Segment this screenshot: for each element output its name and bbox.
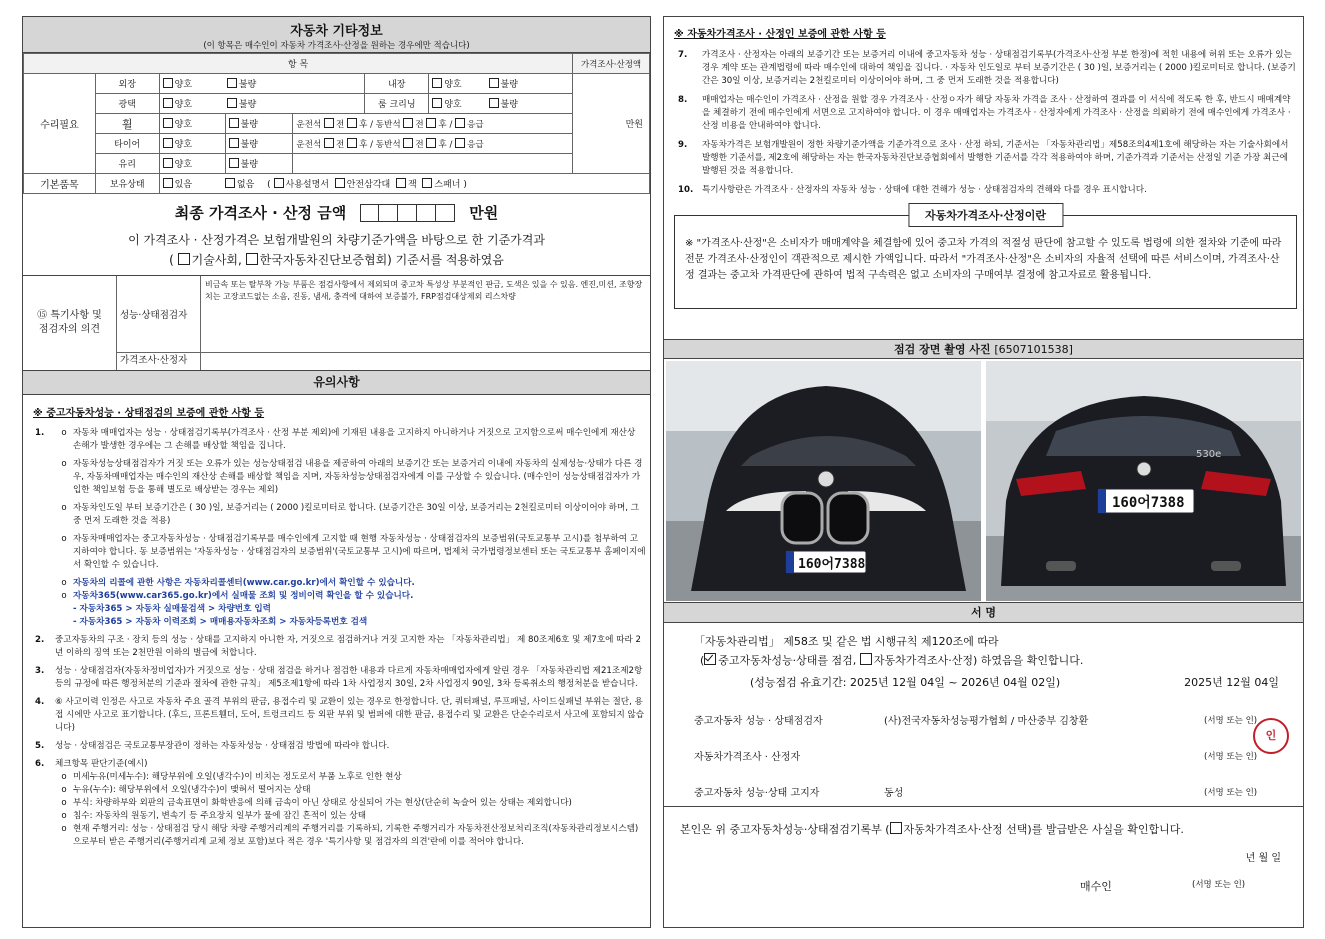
special-section — [23, 276, 650, 371]
opt-label: 응급 — [467, 139, 484, 150]
row-polish: 광택 — [95, 94, 159, 114]
wheel-good-checkbox[interactable] — [163, 118, 173, 128]
item1-g: - 자동차365 > 자동차 실매물검색 > 차량번호 입력 — [73, 604, 271, 614]
opt-label: 양호 — [174, 80, 193, 90]
polish-good-checkbox[interactable] — [163, 98, 173, 108]
other-info-subtitle: (이 항목은 매수인이 자동차 가격조사·산정을 원하는 경우에만 적습니다) — [203, 41, 470, 51]
item6-a: 미세누유(미세누수): 해당부위에 오일(냉각수)이 비치는 정도로서 부품 노후로 인한 현상 — [73, 772, 402, 782]
price-guarantee-title: ※ 자동차가격조사 · 산정인 보증에 관한 사항 등 — [674, 29, 886, 40]
item1-e: 자동차의 리콜에 관한 사항은 자동차리콜센터(www.car.go.kr)에서 확인할 수 있습니다. — [73, 578, 415, 588]
row-room-cleaning: 룸 크리닝 — [365, 94, 429, 114]
special-label-2: 점검자의 의견 — [38, 324, 101, 335]
opt-label: 불량 — [240, 140, 258, 150]
driver-label: 운전석 — [296, 139, 322, 150]
col-item-header: 항 목 — [24, 54, 573, 74]
opt-label: 후 — [359, 119, 368, 130]
photos-code: [6507101538] — [994, 343, 1073, 356]
item6-d: 침수: 자동차의 원동기, 변속기 등 주요장치 일부가 물에 잠긴 흔적이 있는 상태 — [73, 811, 367, 821]
inspection-opinion-label: 성능·상태점검자 — [117, 276, 201, 352]
polish-bad-checkbox[interactable] — [227, 98, 237, 108]
price-opinion-label: 가격조사·산정자 — [117, 353, 201, 370]
wheel-pass-rear-checkbox[interactable] — [426, 118, 436, 128]
final-line1: 이 가격조사 · 산정가격은 보험개발원의 차량기준가액을 바탕으로 한 기준가격과 — [128, 233, 545, 247]
item4: ⑥ 사고이력 인정은 사고로 자동차 주요 골격 부위의 판금, 용접수리 및 교환이 있는 경우로 한정합니다. 단, 쿼터패널, 루프패널, 사이드실패널 부위는 절단, 용접 시에만 사고로 표기합니다. (후드, 프론트휀더, 도어, 트렁크리드 등 외판 부위 및 범퍼에 대한 판금, 용접수리 및 교환은 단순수리로서 사고에 포함되지 않습니다) — [55, 697, 645, 733]
opt-label: 양호 — [174, 140, 193, 150]
inspector-sign: (서명 또는 인) — [1204, 715, 1258, 726]
wheel-driver-front-checkbox[interactable] — [324, 118, 334, 128]
triangle-checkbox[interactable] — [335, 178, 345, 188]
room-bad-checkbox[interactable] — [489, 98, 499, 108]
sig-date: 2025년 12월 04일 — [1184, 676, 1279, 689]
spanner-checkbox[interactable] — [422, 178, 432, 188]
passenger-label: 동반석 — [375, 119, 401, 130]
price-check-checkbox[interactable] — [860, 653, 872, 665]
tire-driver-rear-checkbox[interactable] — [347, 138, 357, 148]
model-badge: 530e — [1196, 449, 1222, 460]
opt-label: 전 — [336, 139, 345, 150]
manual-checkbox[interactable] — [274, 178, 284, 188]
opt-label: 양호 — [444, 100, 462, 110]
notifier-label: 중고자동차 성능·상태 고지자 — [694, 788, 820, 799]
repair-price: 만원 — [573, 74, 650, 174]
passenger-label: 동반석 — [375, 139, 401, 150]
tire-good-checkbox[interactable] — [163, 138, 173, 148]
wheel-driver-rear-checkbox[interactable] — [347, 118, 357, 128]
item6: 체크항목 판단기준(예시) — [55, 759, 148, 769]
opt-label: 양호 — [174, 160, 193, 170]
opt-label: 없음 — [236, 180, 255, 190]
opt-label: 양호 — [174, 120, 193, 130]
tire-driver-front-checkbox[interactable] — [324, 138, 334, 148]
opt-label: 후 — [438, 119, 447, 130]
price-explain-text: ※ "가격조사·산정"은 소비자가 매매계약을 체결함에 있어 중고차 가격의 적절성 판단에 참고할 수 있도록 법령에 의한 절차와 기준에 따라 전문 가격조사·산정인이 객관적으로 제시한 가액입니다. 따라서 "가격조사·산정"은 소비자의 자율적 선택에 따른 서비스이며, 가격조사·산정 결과는 중고차 가격판단에 관하여 법적 구속력은 없고 소비자의 구매여부 결정에 참고자료로 활용됩니다. — [685, 238, 1282, 281]
row-exterior: 외장 — [95, 74, 159, 94]
wheel-bad-checkbox[interactable] — [229, 118, 239, 128]
item8: 매매업자는 매수인이 가격조사 · 산정을 원할 경우 가격조사 · 산정ㅇ자가 해당 자동차 가격을 조사 · 산정하여 결과를 이 서식에 적도록 한 후, 반드시 매매계약을 체결하기 전에 매수인에게 서면으로 고지하여야 합니다. 이 경우 매매업자는 가격조사 · 산정자에게 가격조사 · 산정을 의뢰하기 전에 매수인에게 가격조사 · 산정 비용을 안내하여야 합니다. — [702, 95, 1291, 131]
buyer-sign: (서명 또는 인) — [1192, 880, 1246, 890]
validity: (성능점검 유효기간: 2025년 12월 04일 ~ 2026년 04월 02일) — [750, 676, 1061, 689]
opt-label: 불량 — [240, 160, 258, 170]
kadia-checkbox[interactable] — [246, 253, 258, 265]
left-column — [22, 16, 651, 928]
exterior-bad-checkbox[interactable] — [227, 78, 237, 88]
opt-label: 스패너 — [434, 180, 461, 190]
glass-bad-checkbox[interactable] — [229, 158, 239, 168]
confirm-text-b: 자동차가격조사·산정 선택)를 발급받은 사실을 확인합니다. — [903, 823, 1184, 836]
kadia-label: 한국자동차진단보증협회) 기준서를 적용하였음 — [259, 253, 504, 267]
tech-society-label: 기술사회, — [191, 253, 242, 267]
confirm-text: 본인은 위 중고자동차성능·상태점검기록부 ( — [680, 823, 890, 836]
final-price-input[interactable] — [360, 204, 455, 222]
tire-pass-rear-checkbox[interactable] — [426, 138, 436, 148]
item1-b: 자동차성능상태점검자가 거짓 또는 오류가 있는 성능상태점검 내용을 제공하여 아래의 보증기간 또는 보증거리 이내에 자동차의 실제성능·상태가 다른 경우, 자동차매매업자는 매수인의 재산상 손해를 배상할 책임을 지며, 자동차성능상태점검자에게 이를 구상할 수 있습니다. (매수인이 성능상태점검자가 가입한 책임보험 등을 통해 별도로 배상받는 경우는 제외) — [73, 459, 643, 495]
photos-area — [664, 359, 1303, 603]
inspection-checkbox[interactable] — [704, 653, 716, 665]
final-price-section: 최종 가격조사 · 산정 금액 만원 이 가격조사 · 산정가격은 보험개발원의 차량기준가액을 바탕으로 한 기준가격과 ( 기술사회, 한국자동차진단보증협회) 기준서를 적용하였음 — [23, 194, 650, 276]
price-inspector-label: 자동차가격조사 · 산정자 — [694, 752, 801, 763]
item1-h: - 자동차365 > 자동차 이력조회 > 매매용자동차조회 > 자동차등록번호 검색 — [73, 617, 368, 627]
basic-item: 보유상태 — [95, 174, 159, 194]
final-price-title: 최종 가격조사 · 산정 금액 — [174, 204, 347, 222]
jack-checkbox[interactable] — [396, 178, 406, 188]
price-guarantee-section: ※ 자동차가격조사 · 산정인 보증에 관한 사항 등 7. 가격조사 · 산정자는 아래의 보증기간 또는 보증거리 이내에 중고자동차 성능 · 상태점검기록부(가격조사·산정 부분 한정)에 적힌 내용에 허위 또는 오류가 있는 경우 계약 또는 관계법령에 따라 매수인에 대하여 책임을 집니다. · 자동차 인도일로 부터 보증기간은 ( 30 )일, 보증거리는 ( 2000 )킬로미터로 합니다. (보증기간은 30일 이상, 보증거리는 2천킬로미터 이상이어야 하며, 그 중 먼저 도래한 것을 적용합니다) 8. 매매업자는 매수인이 가격조사 · 산정을 원할 경우 가격조사 · 산정ㅇ자가 해당 자동차 가격을 조사 · 산정하여 결과를 이 서식에 적도록 한 후, 반드시 매매계약을 체결하기 전에 매수인에게 서면으로 고지하여야 합니다. 이 경우 매매업자는 가격조사 · 산정자에게 가격조사 · 산정을 의뢰하기 전에 매수인에게 가격조사 · 산정 비용을 안내하여야 합니다. 9. 자동차가격은 보험개발원이 정한 차량기준가액을 기준가격으로 조사 · 산정 하되, 기준서는 「자동차관리법」제58조의4제1호에 해당하는 자는 기술사회에서 발행한 기준서를, 제2호에 해당하는 자는 한국자동차진단보증협회에서 발행한 기준서를 각각 적용하여야 하며, 기준가격과 기준서는 산정일 기준 가장 최근에 발행된 것을 적용합니다. 10. 특기사항란은 가격조사 · 산정자의 자동차 성능 · 상태에 대한 견해가 성능 · 상태점검자의 견해와 다를 경우 표시합니다. 자동차가격조사·산정이란 ※ "가격조사·산정"은 소비자가 매매계약을 체결함에 있어 중고차 가격의 적절성 판단에 참고할 수 있도록 법령에 의한 절차와 기준에 따라 전문 가격조사·산정인이 객관적으로 제시한 가액입니다. 따라서 "가격조사·산정"은 소비자의 자율적 선택에 따른 서비스이며, 가격조사·산정 결과는 중고차 가격판단에 관하여 법적 구속력은 없고 소비자의 구매여부 결정에 참고자료로 활용됩니다. — [664, 17, 1303, 339]
tire-bad-checkbox[interactable] — [229, 138, 239, 148]
price-explain-title: 자동차가격조사·산정이란 — [908, 203, 1063, 227]
row-tire: 타이어 — [95, 134, 159, 154]
other-info-header — [23, 17, 650, 53]
inspector-name: (사)전국자동차성능평가협회 / 마산중부 김창환 — [884, 716, 1089, 727]
signature-section: 「자동차관리법」 제58조 및 같은 법 시행규칙 제120조에 따라 ( 중고자동차성능·상태를 점검, 자동차가격조사·산정) 하였음을 확인합니다. (성능점검 유효기간: 2025년 12월 04일 ~ 2026년 04월 02일) 2025년 12월 04일 중고자동차 성능 · 상태점검자 (사)전국자동차성능평가협회 / 마산중부 김창환 (서명 또는 인) 인 자동차가격조사 · 산정자 (서명 또는 인) 중고자동차 성능·상태 고지자 동성 (서명 또는 인) — [664, 623, 1303, 807]
notice-body: ※ 중고자동차성능 · 상태점검의 보증에 관한 사항 등 1. o 자동차 매매업자는 성능 · 상태점검기록부(가격조사 · 산정 부분 제외)에 기재된 내용을 고지하지 아니하거나 거짓으로 고지함으로써 매수인에게 재산상 손해가 발생한 경우에는 그 손해를 배상할 책임을 집니다. o 자동차성능상태점검자가 거짓 또는 오류가 있는 성능상태점검 내용을 제공하여 아래의 보증기간 또는 보증거리 이내에 자동차의 실제성능·상태가 다른 경우, 자동차매매업자는 매수인의 재산상 손해를 배상할 책임을 지며, 자동차성능상태점검자에게 이를 구상할 수 있습니다. (매수인이 성능상태점검자가 가입한 책임보험 등을 통해 별도로 배상받는 경우는 제외) o 자동차인도일 부터 보증기간은 ( 30 )일, 보증거리는 ( 2000 )킬로미터로 합니다. (보증기간은 30일 이상, 보증거리는 2천킬로미터 이상이어야 하며, 그 중 먼저 도래한 것을 적용) o 자동차매매업자는 중고자동차성능 · 상태점검기록부를 매수인에게 고지할 때 현행 자동차성능 · 상태점검자의 보증범위(국토교통부 고시)를 첨부하여 고지하여야 합니다. 동 보증범위는 '자동차성능 · 상태점검자의 보증범위'(국토교통부 고시)에 따르며, 법제처 국가법령정보센터 또는 국토교통부 홈페이지에서 확인할 수 있습니다. o 자동차의 리콜에 관한 사항은 자동차리콜센터(www.car.go.kr)에서 확인할 수 있습니다. o 자동차365(www.car365.go.kr)에서 실매물 조회 및 정비이력 확인을 할 수 있습니다. - 자동차365 > 자동차 실매물검색 > 차량번호 입력 - 자동차365 > 자동차 이력조회 > 매매용자동차조회 > 자동차등록번호 검색 2. 중고자동차의 구조 · 장치 등의 성능 · 상태를 고지하지 아니한 자, 거짓으로 점검하거나 거짓 고지한 자는 「자동차관리법」 제 80조제6호 및 제7호에 따라 2년 이하의 징역 또는 2천만원 이하의 벌금에 처합니다. 3. 성능 · 상태점검자(자동차정비업자)가 거짓으로 성능 · 상태 점검을 하거나 점검한 내용과 다르게 자동차매매업자에게 알린 경우 「자동차관리법 제21조제2항 등의 규정에 따른 행정처분의 기준과 절차에 관한 규칙」 제5조제1항에 따라 1차 사업정지 30일, 2차 사업정지 90일, 3차 등록취소의 행정처분을 받습니다. 4. ⑥ 사고이력 인정은 사고로 자동차 주요 골격 부위의 판금, 용접수리 및 교환이 있는 경우로 한정합니다. 단, 쿼터패널, 루프패널, 사이드실패널 부위는 절단, 용접 시에만 사고로 표기합니다. (후드, 프론트휀더, 도어, 트렁크리드 등 외판 부위 및 범퍼에 대한 판금, 용접수리 및 교환은 단순수리로서 사고에 포함되지 않습니다) 5. 성능 · 상태점검은 국토교통부장관이 정하는 자동차성능 · 상태점검 방법에 따라야 합니다. 6. 체크항목 판단기준(예시) o 미세누유(미세누수): 해당부위에 오일(냉각수)이 비치는 정도로서 부품 노후로 인한 현상 o 누유(누수): 해당부위에서 오일(냉각수)이 맺혀서 떨어지는 상태 o 부식: 차량하부와 외판의 금속표면이 화학반응에 의해 금속이 아닌 상태로 상실되어 가는 현상(단순히 녹슬어 있는 상태는 제외합니다) o 침수: 자동차의 원동기, 변속기 등 주요장치 일부가 물에 잠긴 흔적이 있는 상태 o 현재 주행거리: 성능 · 상태점검 당시 해당 차량 주행거리계의 주행거리를 기록하되, 기록한 주행거리가 자동차전산정보처리조직(자동차관리정보시스템)으로부터 받은 주행거리(주행거리계 교체 정보 포함)보다 적은 경우 '특기사항 및 점검자의 의견'란에 이를 적어야 합니다. — [23, 395, 650, 849]
sig-line1: 「자동차관리법」 제58조 및 같은 법 시행규칙 제120조에 따라 — [694, 635, 999, 648]
item7: 가격조사 · 산정자는 아래의 보증기간 또는 보증거리 이내에 중고자동차 성능 · 상태점검기록부(가격조사·산정 부분 한정)에 적힌 내용에 허위 또는 오류가 있는 경우 계약 또는 관계법령에 따라 매수인에 대하여 책임을 집니다. · 자동차 인도일로 부터 보증기간은 ( 30 )일, 보증거리는 ( 2000 )킬로미터로 합니다. (보증기간은 30일 이상, 보증거리는 2천킬로미터 이상이어야 하며, 그 중 먼저 도래한 것을 적용합니다) — [702, 50, 1296, 86]
item2: 중고자동차의 구조 · 장치 등의 성능 · 상태를 고지하지 아니한 자, 거짓으로 점검하거나 거짓 고지한 자는 「자동차관리법」 제 80조제6호 및 제7호에 따라 2년 이하의 징역 또는 2천만원 이하의 벌금에 처합니다. — [55, 635, 642, 658]
notifier-name: 동성 — [884, 788, 904, 799]
opt-label: 전 — [415, 119, 424, 130]
price-explain-box — [674, 209, 1297, 309]
row-wheel: 휠 — [95, 114, 159, 134]
inspection-opinion-text: 비금속 또는 탈부착 가능 부품은 점검사항에서 제외되며 중고차 특성상 부분적인 판금, 도색은 있을 수 있음. 엔진,미션, 조향장치는 고장코드없는 소음, 진동, 냄새, 충격에 대하여 보증불가, FRP점검대상제외 리스차량 — [205, 280, 643, 301]
item6-e: 현재 주행거리: 성능 · 상태점검 당시 해당 차량 주행거리계의 주행거리를 기록하되, 기록한 주행거리가 자동차전산정보처리조직(자동차관리정보시스템)으로부터 받은 주행거리(주행거리계 교체 정보 포함)보다 적은 경우 '특기사항 및 점검자의 의견'란에 이를 적어야 합니다. — [73, 824, 639, 847]
opt-label: 후 — [359, 139, 368, 150]
item9: 자동차가격은 보험개발원이 정한 차량기준가액을 기준가격으로 조사 · 산정 하되, 기준서는 「자동차관리법」제58조의4제1호에 해당하는 자는 기술사회에서 발행한 기준서를, 제2호에 해당하는 자는 한국자동차진단보증협회에서 발행한 기준서를 각각 적용하여야 하며, 기준가격과 기준서는 산정일 기준 가장 최근에 발행된 것을 적용합니다. — [702, 140, 1289, 176]
wheel-pass-front-checkbox[interactable] — [403, 118, 413, 128]
interior-bad-checkbox[interactable] — [489, 78, 499, 88]
opt-label: 전 — [336, 119, 345, 130]
basic-have-checkbox[interactable] — [163, 178, 173, 188]
final-price-unit: 만원 — [469, 204, 499, 222]
item1-a: 자동차 매매업자는 성능 · 상태점검기록부(가격조사 · 산정 부분 제외)에 기재된 내용을 고지하지 아니하거나 거짓으로 고지함으로써 매수인에게 재산상 손해가 발생한 경우에는 그 손해를 배상할 책임을 집니다. — [73, 428, 636, 451]
opt-label: 안전삼각대 — [346, 180, 391, 190]
notifier-sign: (서명 또는 인) — [1204, 787, 1258, 798]
basic-none-checkbox[interactable] — [225, 178, 235, 188]
row-glass: 유리 — [95, 154, 159, 174]
repair-label: 수리필요 — [24, 74, 96, 174]
special-label-1: ⑮ 특기사항 및 — [37, 310, 102, 321]
item10: 특기사항란은 가격조사 · 산정자의 자동차 성능 · 상태에 대한 견해가 성능 · 상태점검자의 견해와 다를 경우 표시합니다. — [702, 185, 1147, 195]
opt-label: 불량 — [240, 120, 258, 130]
seal-stamp: 인 — [1253, 718, 1289, 754]
confirm-ymd: 년 월 일 — [1245, 853, 1281, 864]
buyer-confirm-section — [664, 807, 1303, 894]
other-info-table: 항 목 가격조사·산정액 수리필요 외장 양호 불량 내장 양호 불량 만원 광택 양호 불량 룸 크리닝 양호 불량 휠 양호 불량 운전석 전 후 / 동반석 전 후 / 응급 타이어 양호 불량 운전석 전 후 / 동반석 전 후 / 응급 유리 양호 불량 기본품목 보유상태 있음 없음 ( 사용설명서 안전삼각대 잭 스패너 ) — [23, 53, 650, 194]
item6-c: 부식: 차량하부와 외판의 금속표면이 화학반응에 의해 금속이 아닌 상태로 상실되어 가는 현상(단순히 녹슬어 있는 상태는 제외합니다) — [73, 798, 572, 808]
interior-good-checkbox[interactable] — [432, 78, 442, 88]
inspection-check-label: 중고자동차성능·상태를 점검, — [718, 654, 857, 667]
driver-label: 운전석 — [296, 119, 322, 130]
opt-label: 있음 — [174, 180, 193, 190]
item1-f: 자동차365(www.car365.go.kr)에서 실매물 조회 및 정비이력 확인을 할 수 있습니다. — [73, 591, 414, 601]
rear-plate: 160어7388 — [1112, 495, 1185, 511]
right-column — [663, 16, 1304, 928]
confirm-checkbox[interactable] — [890, 822, 902, 834]
rear-car-photo — [986, 361, 1301, 601]
item5: 성능 · 상태점검은 국토교통부장관이 정하는 자동차성능 · 상태점검 방법에 따라야 합니다. — [55, 741, 390, 751]
opt-label: 불량 — [238, 80, 257, 90]
tire-pass-front-checkbox[interactable] — [403, 138, 413, 148]
price-check-label: 자동차가격조사·산정) 하였음을 확인합니다. — [873, 654, 1084, 667]
notice-sub-title: ※ 중고자동차성능 · 상태점검의 보증에 관한 사항 등 — [33, 408, 265, 419]
opt-label: 잭 — [407, 180, 417, 190]
item1-c: 자동차인도일 부터 보증기간은 ( 30 )일, 보증거리는 ( 2000 )킬로미터로 합니다. (보증기간은 30일 이상, 보증거리는 2천킬로미터 이상이어야 하며, 그 중 먼저 도래한 것을 적용) — [73, 503, 640, 526]
front-plate: 160어7388 — [798, 557, 866, 572]
notice-header: 유의사항 — [23, 371, 650, 395]
opt-label: 양호 — [444, 80, 462, 90]
opt-label: 전 — [415, 139, 424, 150]
glass-good-checkbox[interactable] — [163, 158, 173, 168]
item1-d: 자동차매매업자는 중고자동차성능 · 상태점검기록부를 매수인에게 고지할 때 현행 자동차성능 · 상태점검자의 보증범위(국토교통부 고시)를 첨부하여 고지하여야 합니다. 동 보증범위는 '자동차성능 · 상태점검자의 보증범위'(국토교통부 고시)에 따르며, 법제처 국가법령정보센터 또는 국토교통부 홈페이지에서 확인할 수 있습니다. — [73, 534, 646, 570]
other-info-title: 자동차 기타정보 — [290, 24, 383, 39]
item3: 성능 · 상태점검자(자동차정비업자)가 거짓으로 성능 · 상태 점검을 하거나 점검한 내용과 다르게 자동차매매업자에게 알린 경우 「자동차관리법 제21조제2항 등의 규정에 따른 행정처분의 기준과 절차에 관한 규칙」 제5조제1항에 따라 1차 사업정지 30일, 2차 사업정지 90일, 3차 등록취소의 행정처분을 받습니다. — [55, 666, 643, 689]
opt-label: 후 — [438, 139, 447, 150]
opt-label: 불량 — [500, 100, 518, 110]
col-price-header: 가격조사·산정액 — [573, 54, 650, 74]
inspector-label: 중고자동차 성능 · 상태점검자 — [694, 716, 823, 727]
price-opinion-text — [201, 353, 650, 370]
basic-label: 기본품목 — [24, 174, 96, 194]
opt-label: 양호 — [174, 100, 193, 110]
wheel-spare-checkbox[interactable] — [455, 118, 465, 128]
opt-label: 불량 — [500, 80, 518, 90]
row-interior: 내장 — [365, 74, 429, 94]
opt-label: 응급 — [467, 119, 484, 130]
opt-label: 사용설명서 — [285, 180, 329, 190]
signature-header: 서 명 — [664, 603, 1303, 623]
buyer-label: 매수인 — [1080, 880, 1112, 893]
tech-society-checkbox[interactable] — [178, 253, 190, 265]
item6-b: 누유(누수): 해당부위에서 오일(냉각수)이 맺혀서 떨어지는 상태 — [73, 785, 311, 795]
room-good-checkbox[interactable] — [432, 98, 442, 108]
opt-label: 불량 — [238, 100, 257, 110]
tire-spare-checkbox[interactable] — [455, 138, 465, 148]
photos-header — [664, 339, 1303, 359]
photos-title: 점검 장면 촬영 사진 — [894, 343, 991, 356]
front-car-photo — [666, 361, 981, 601]
exterior-good-checkbox[interactable] — [163, 78, 173, 88]
price-inspector-sign: (서명 또는 인) — [1204, 751, 1258, 762]
